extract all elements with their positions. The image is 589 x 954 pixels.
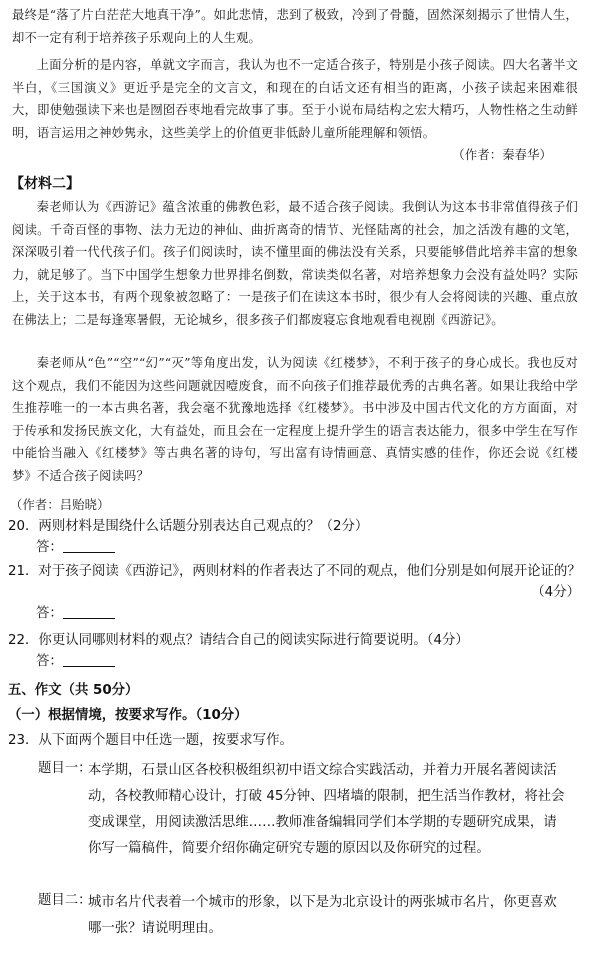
question-21: [8, 561, 584, 624]
material1-author: （作者：秦春华）: [452, 148, 552, 163]
material2-paragraph-xiyouji: 秦老师认为《西游记》蕴含浓重的佛教色彩，最不适合孩子阅读。我倒认为这本书非常值得孩子们阅读。千奇百怪的事物、法力无边的神仙、曲折离奇的情节、光怪陆离的社会，加之活泼有趣的文笔，深深吸引着一代代孩子们。孩子们阅读时，读不懂里面的佛法没有关系，只要能够借此培养丰富的想象力，就足够了。当下中国学生想象力世界排名倒数，常读类似名著，对培养想象力会没有益处吗？实际上，关于这本书，有两个现象被忽略了：一是孩子们在读这本书时，很少有人会将阅读的兴趣、重点放在佛法上；二是每逢寒暑假，无论城乡，很多孩子们都废寝忘食地观看电视剧《西游记》。: [12, 200, 578, 327]
topic-two-body: 城市名片代表着一个城市的形象，以下是为北京设计的两张城市名片，你更喜欢哪一张？请说明理由。: [88, 895, 557, 936]
material1-paragraph-language: 上面分析的是内容，单就文字而言，我认为也不一定适合孩子，特别是小孩子阅读。四大名著半文半白，《三国演义》更近乎是完全的文言文，和现在的白话文还有相当的距离，小孩子读起来困难很大，即使勉强读下来也是囫囵吞枣地看完故事了事。至于小说布局结构之宏大精巧，人物性格之生动鲜明，语言运用之神妙隽永，这些美学上的价值更非低龄儿童所能理解和领悟。: [12, 58, 578, 140]
question-20: [8, 516, 580, 558]
question-22: [8, 630, 580, 672]
answer-label: 答：: [36, 540, 63, 555]
answer-blank[interactable]: [63, 538, 115, 553]
section-5-title: 五、作文（共 50分）: [8, 683, 139, 698]
question-21-text: 21．对于孩子阅读《西游记》，两则材料的作者表达了不同的观点，他们分别是如何展开论证的？: [8, 564, 581, 579]
material2-heading: 【材料二】: [10, 176, 80, 192]
answer-label: 答：: [36, 606, 63, 621]
material2-author: （作者：吕贻晓）: [10, 498, 110, 512]
question-20-answer: [8, 537, 580, 558]
topic-one-body: 本学期，石景山区各校积极组织初中语文综合实践活动，并着力开展名著阅读活动，各校教师精心设计，打破 45分钟、四堵墙的限制，把生活当作教材，将社会变成课堂，用阅读激活思维……教师准备编辑同学们本学期的专题研究成果，请你写一篇稿件，简要介绍你确定研究专题的原因以及你研究的过程。: [88, 763, 565, 856]
section-5-subheading: （一）根据情境，按要求写作。（10分）: [8, 708, 248, 723]
question-21-score: （4分）: [531, 585, 580, 600]
topic-two-label: 题目二：: [38, 893, 92, 908]
question-20-text: 20．两则材料是围绕什么话题分别表达自己观点的？（2分）: [8, 519, 369, 534]
material2-paragraph-hongloumeng: 秦老师从“色”“空”“幻”“灭”等角度出发，认为阅读《红楼梦》，不利于孩子的身心成长。我也反对这个观点，我们不能因为这些问题就因噎废食，而不向孩子们推荐最优秀的古典名著。如果让我给中学生推荐唯一的一本古典名著，我会毫不犹豫地选择《红楼梦》。书中涉及中国古代文化的方方面面，对于传承和发扬民族文化，大有益处，而且会在一定程度上提升学生的语言表达能力，很多中学生在写作中能恰当融入《红楼梦》等古典名著的诗句，写出富有诗情画意、真情实感的佳作，你还会说《红楼梦》不适合孩子阅读吗？: [12, 356, 578, 483]
material1-language-block: [12, 54, 578, 167]
topic-one: [38, 758, 568, 862]
answer-blank[interactable]: [63, 604, 115, 619]
answer-blank[interactable]: [63, 652, 115, 667]
topic-two: [38, 890, 568, 942]
topic-one-label: 题目一：: [38, 761, 92, 776]
question-21-answer: [8, 603, 584, 624]
question-23-text: 23．从下面两个题目中任选一题，按要求写作。: [8, 733, 293, 748]
question-22-text: 22．你更认同哪则材料的观点？请结合自己的阅读实际进行简要说明。（4分）: [8, 633, 469, 648]
material1-paragraph-end: 最终是“落了片白茫茫大地真干净”。如此悲情，悲到了极致，冷到了骨髓，固然深刻揭示了世情人生，却不一定有利于培养孩子乐观向上的人生观。: [12, 8, 578, 45]
answer-label: 答：: [36, 654, 63, 669]
question-22-answer: [8, 651, 580, 672]
